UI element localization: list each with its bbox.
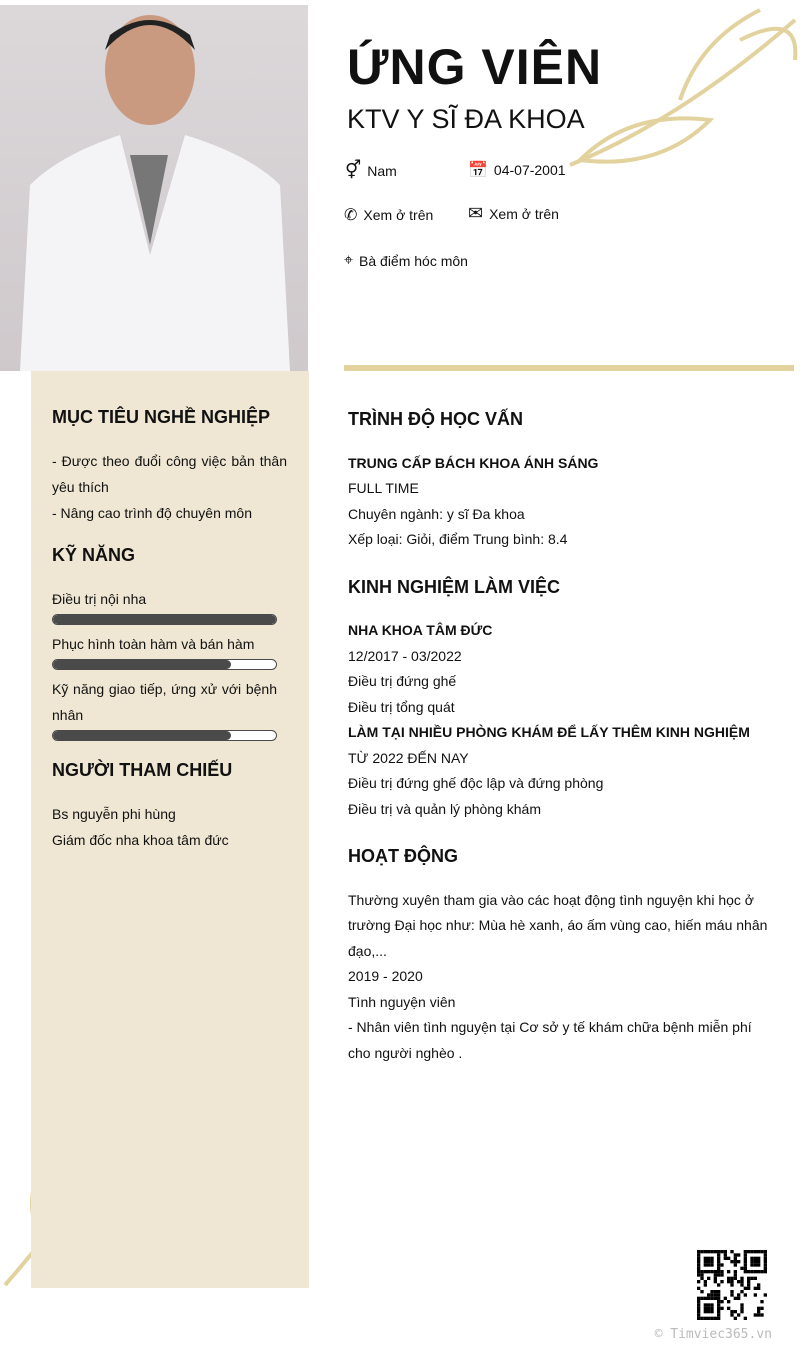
candidate-name: ỨNG VIÊN bbox=[347, 39, 603, 95]
skill-level-fill bbox=[53, 615, 276, 624]
phone-icon: ✆ bbox=[344, 207, 358, 224]
job-title: KTV Y SĨ ĐA KHOA bbox=[347, 104, 585, 134]
gender-info: ⚥ Nam bbox=[345, 160, 397, 180]
location-pin-icon: ⌖ bbox=[344, 252, 354, 269]
activities-section: HOẠT ĐỘNG Thường xuyên tham gia vào các hoạt động tình nguyện khi học ở trường Đại học như: Mùa hè xanh, áo ấm vùng cao, hiến máu nhân đạo,... 2019 - 2020 Tình nguyện viên - Nhân viên tình nguyện tại Cơ sở y tế khám chữa bệnh miễn phí cho người nghèo . bbox=[348, 846, 768, 1061]
birthday-info: 📅 04-07-2001 bbox=[468, 162, 566, 179]
calendar-icon: 📅 bbox=[468, 162, 488, 179]
envelope-icon: ✉ bbox=[468, 203, 484, 223]
gender-icon: ⚥ bbox=[345, 160, 362, 180]
skill-level-fill bbox=[53, 660, 231, 669]
main-content bbox=[348, 407, 778, 1088]
footer-brand: © Timviec365.vn bbox=[654, 1327, 772, 1342]
divider bbox=[344, 365, 794, 371]
candidate-photo bbox=[0, 5, 308, 371]
qr-code bbox=[697, 1250, 767, 1320]
email-info: ✉ Xem ở trên bbox=[468, 203, 559, 223]
skill-level-bar bbox=[52, 614, 277, 625]
skill-name: Kỹ năng giao tiếp, ứng xử với bệnh nhân bbox=[52, 681, 277, 723]
skills-section: KỸ NĂNG Điều trị nội nha Phục hình toàn hàm và bán hàm Kỹ năng giao tiếp, ứng xử với bệnh nhân bbox=[52, 542, 277, 747]
experience-section: KINH NGHIỆM LÀM VIỆC NHA KHOA TÂM ĐỨC 12/2017 - 03/2022 Điều trị đứng ghế Điều trị tổng quát LÀM TẠI NHIỀU PHÒNG KHÁM ĐỂ LẤY THÊM KINH NGHIỆM TỪ 2022 ĐẾN NAY Điều trị đứng ghế độc lập và đứng phòng Điều trị và quản lý phòng khám bbox=[348, 576, 750, 817]
education-section: TRÌNH ĐỘ HỌC VẤN TRUNG CẤP BÁCH KHOA ÁNH SÁNG FULL TIME Chuyên ngành: y sĩ Đa khoa Xếp loại: Giỏi, điểm Trung bình: 8.4 bbox=[348, 409, 599, 547]
phone-info: ✆ Xem ở trên bbox=[344, 207, 434, 224]
skill-level-fill bbox=[53, 731, 231, 740]
objective-section: MỤC TIÊU NGHỀ NGHIỆP - Được theo đuổi công việc bản thân yêu thích - Nâng cao trình độ chuyên môn bbox=[52, 407, 287, 521]
address-info: ⌖ Bà điểm hóc môn bbox=[344, 252, 468, 269]
leaf-decoration-top bbox=[560, 0, 800, 200]
skill-level-bar bbox=[52, 730, 277, 741]
skill-name: Phục hình toàn hàm và bán hàm bbox=[52, 636, 255, 652]
references-section: NGƯỜI THAM CHIẾU Bs nguyễn phi hùng Giám đốc nha khoa tâm đức bbox=[52, 760, 233, 848]
skill-level-bar bbox=[52, 659, 277, 670]
skill-name: Điều trị nội nha bbox=[52, 591, 147, 607]
